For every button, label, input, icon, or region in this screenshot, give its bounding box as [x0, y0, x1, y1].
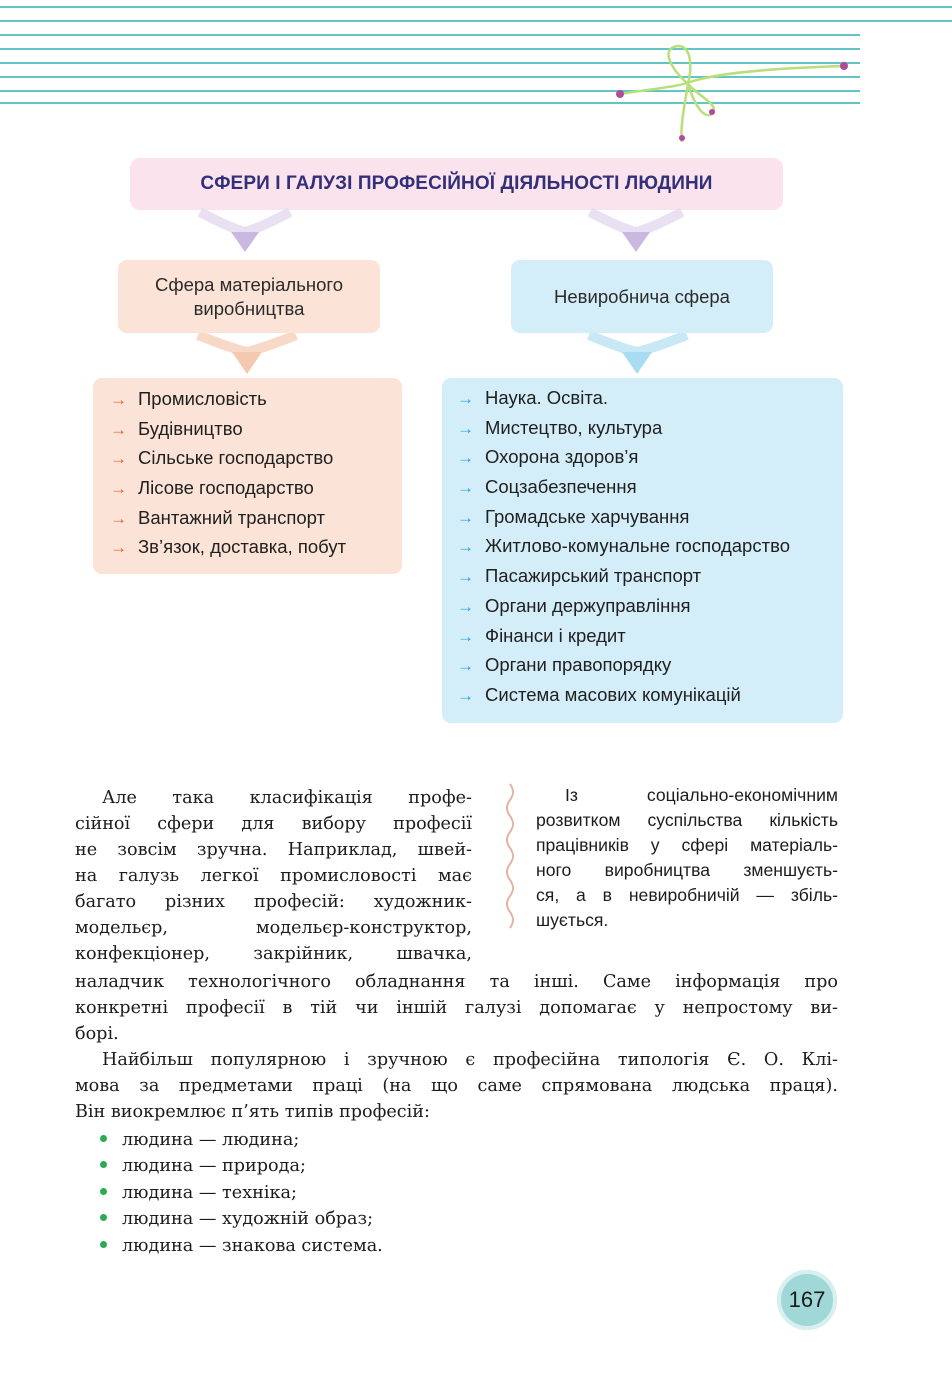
material-sphere-heading	[118, 260, 380, 333]
page-number: 167	[777, 1270, 837, 1330]
arrow-right-icon: →	[110, 390, 127, 409]
text-line: конкретні професії в тій чи іншій галузі допомагає у непростому ви-	[75, 998, 838, 1018]
arrow-right-icon: →	[457, 596, 474, 616]
arrow-right-icon: →	[457, 507, 474, 527]
arrow-right-icon: →	[457, 656, 474, 676]
list-item: → Сільське господарство	[110, 443, 346, 473]
list-item: людина — техніка;	[100, 1180, 297, 1206]
list-item: → Житлово-комунальне господарство	[457, 531, 790, 561]
text-line: Він виокремлює п’ять типів професій:	[75, 1102, 430, 1122]
list-item: → Зв’язок, доставка, побут	[110, 532, 346, 562]
arrow-down-icon	[231, 232, 259, 252]
text-line: борі.	[75, 1024, 119, 1044]
arrow-right-icon: →	[457, 448, 474, 468]
list-item: → Будівництво	[110, 414, 346, 444]
text-line: Найбільш популярною і зручною є професійна типологія Є. О. Клі-	[102, 1050, 838, 1070]
material-sphere-list	[93, 378, 402, 574]
text-line: сійної сфери для вибору професії	[75, 814, 472, 834]
text-line: модельєр, модельєр-конструктор,	[75, 918, 472, 938]
arrow-right-icon: →	[457, 567, 474, 587]
text-line: ся, а в невиробничій — збіль-	[536, 885, 838, 905]
list-item: → Вантажний транспорт	[110, 503, 346, 533]
heading-line: Сфера матеріального	[155, 273, 343, 295]
diagram-title: СФЕРИ І ГАЛУЗІ ПРОФЕСІЙНОЇ ДІЯЛЬНОСТІ ЛЮДИНИ	[130, 158, 783, 210]
text-line: наладчик технологічного обладнання та інші. Саме інформація про	[75, 972, 838, 992]
nonproduction-sphere-list	[442, 378, 843, 723]
text-line: шується.	[536, 910, 609, 930]
list-item: людина — природа;	[100, 1153, 306, 1179]
arrow-right-icon: →	[457, 685, 474, 705]
text-line: ного виробництва зменшуєть-	[536, 860, 838, 880]
list-item: людина — людина;	[100, 1127, 299, 1153]
text-line: працівників у сфері матеріаль-	[536, 835, 838, 855]
arrow-right-icon: →	[457, 418, 474, 438]
nonproduction-sphere-heading: Невиробнича сфера	[511, 260, 773, 333]
wavy-divider-icon	[502, 782, 518, 930]
arrow-down-icon	[232, 352, 262, 374]
text-line: розвитком суспільства кількість	[536, 810, 838, 830]
list-item: → Органи правопорядку	[457, 650, 790, 680]
bullet-icon	[100, 1161, 107, 1168]
list-item: → Громадське харчування	[457, 502, 790, 532]
list-item: → Соцзабезпечення	[457, 472, 790, 502]
list-item: → Система масових комунікацій	[457, 680, 790, 710]
list-item: → Пасажирський транспорт	[457, 561, 790, 591]
arrow-down-icon	[622, 352, 652, 374]
list-item: → Мистецтво, культура	[457, 413, 790, 443]
bullet-icon	[100, 1241, 107, 1248]
arrow-right-icon: →	[457, 389, 474, 408]
list-item: → Фінанси і кредит	[457, 621, 790, 651]
arrow-right-icon: →	[457, 478, 474, 498]
text-line: Із соціально-економічним	[565, 785, 838, 805]
heading-line: виробництва	[193, 297, 305, 319]
arrow-right-icon: →	[110, 479, 127, 499]
text-line: мова за предметами праці (на що саме спрямована людська праця).	[75, 1076, 838, 1096]
list-item: → Охорона здоров’я	[457, 442, 790, 472]
text-line: на галузь легкої промисловості має	[75, 866, 472, 886]
arrow-right-icon: →	[110, 508, 127, 528]
list-item: → Наука. Освіта.	[457, 383, 790, 413]
arrow-right-icon: →	[110, 538, 127, 558]
list-item: → Органи держуправління	[457, 591, 790, 621]
list-item: → Промисловість	[110, 384, 346, 414]
text-line: не зовсім зручна. Наприклад, швей-	[75, 840, 472, 860]
text-line: Але така класифікація профе-	[102, 788, 472, 808]
text-line: багато різних професій: художник-	[75, 892, 472, 912]
list-item: людина — художній образ;	[100, 1206, 373, 1232]
text-line: конфекціонер, закрійник, швачка,	[75, 944, 472, 964]
arrow-down-icon	[622, 232, 650, 252]
connector-arrows	[0, 0, 952, 400]
list-item: людина — знакова система.	[100, 1233, 383, 1259]
arrow-right-icon: →	[457, 537, 474, 557]
bullet-icon	[100, 1135, 107, 1142]
arrow-right-icon: →	[110, 419, 127, 439]
list-item: → Лісове господарство	[110, 473, 346, 503]
bullet-icon	[100, 1214, 107, 1221]
arrow-right-icon: →	[457, 626, 474, 646]
arrow-right-icon: →	[110, 449, 127, 469]
bullet-icon	[100, 1188, 107, 1195]
